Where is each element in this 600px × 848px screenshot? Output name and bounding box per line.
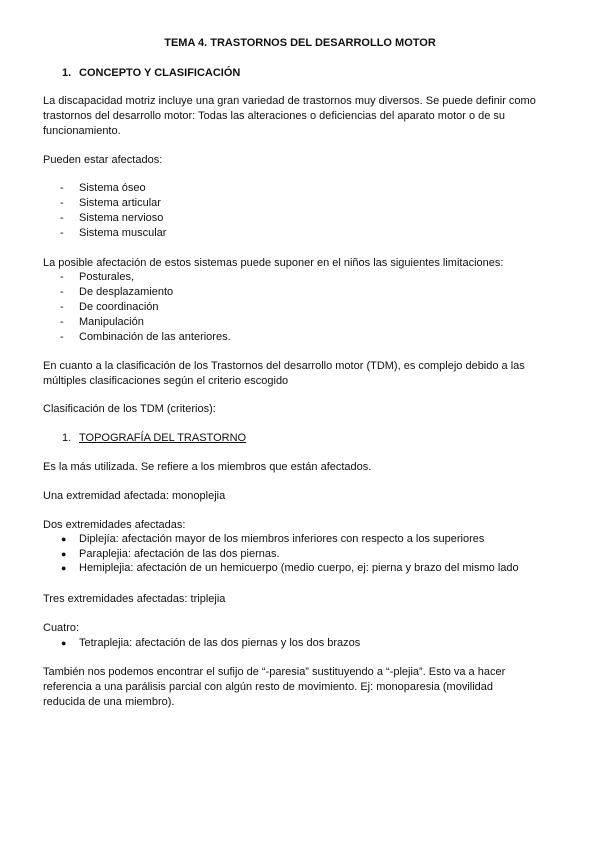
limitations-list (60, 270, 231, 345)
paragraph-paresia: También nos podemos encontrar el sufijo de “-paresia” sustituyendo a “-plejia”. Esto va a hacer referencia a una parálisis parcial con algún resto de movimiento. Ej: monoparesia (movilidad reducida de una miembro). (43, 666, 506, 708)
list-item: - Posturales, (60, 270, 231, 285)
four-limbs-list (60, 636, 580, 651)
subsection-heading-text: TOPOGRAFÍA DEL TRASTORNO (79, 432, 247, 444)
list-item: ● Paraplejia: afectación de las dos piernas. (60, 547, 580, 562)
section-number: 1. (62, 67, 72, 79)
list-item: - Sistema articular (60, 196, 166, 211)
list-item: - Sistema óseo (60, 181, 166, 196)
systems-list (60, 181, 166, 241)
list-item: ● Tetraplejia: afectación de las dos piernas y los dos brazos (60, 636, 580, 651)
subsection-number: 1. (62, 432, 72, 444)
paragraph-affected: Pueden estar afectados: (43, 154, 163, 166)
subsection-heading (62, 431, 246, 446)
paragraph-two-limbs: Dos extremidades afectadas: (43, 519, 186, 531)
paragraph-most-used: Es la más utilizada. Se refiere a los miembros que están afectados. (43, 461, 372, 473)
list-item: ● Diplejía: afectación mayor de los miembros inferiores con respecto a los superiores (60, 532, 580, 547)
paragraph-four: Cuatro: (43, 622, 80, 634)
list-item: - Manipulación (60, 315, 231, 330)
list-item: - Sistema muscular (60, 226, 166, 241)
page-title: TEMA 4. TRASTORNOS DEL DESARROLLO MOTOR (164, 37, 436, 49)
paragraph-one-limb: Una extremidad afectada: monoplejia (43, 490, 226, 502)
paragraph-limitations: La posible afectación de estos sistemas puede suponer en el niños las siguientes limitaciones: (43, 257, 504, 269)
section-heading (62, 66, 240, 81)
list-item: - De coordinación (60, 300, 231, 315)
paragraph-three-limbs: Tres extremidades afectadas: triplejia (43, 593, 226, 605)
list-item: ● Hemiplejia: afectación de un hemicuerpo (medio cuerpo, ej: pierna y brazo del mismo lado (60, 561, 580, 576)
paragraph-criteria: Clasificación de los TDM (criterios): (43, 403, 216, 415)
section-heading-text: CONCEPTO Y CLASIFICACIÓN (79, 67, 241, 79)
list-item: - Combinación de las anteriores. (60, 330, 231, 345)
list-item: - Sistema nervioso (60, 211, 166, 226)
two-limbs-list (60, 532, 580, 576)
list-item: - De desplazamiento (60, 285, 231, 300)
paragraph-intro: La discapacidad motriz incluye una gran variedad de trastornos muy diversos. Se puede definir como trastornos del desarrollo motor: Todas las alteraciones o deficiencias del aparato motor o de su funcionamiento. (43, 95, 536, 137)
paragraph-classification: En cuanto a la clasificación de los Trastornos del desarrollo motor (TDM), es complejo debido a las múltiples clasificaciones según el criterio escogido (43, 360, 525, 387)
